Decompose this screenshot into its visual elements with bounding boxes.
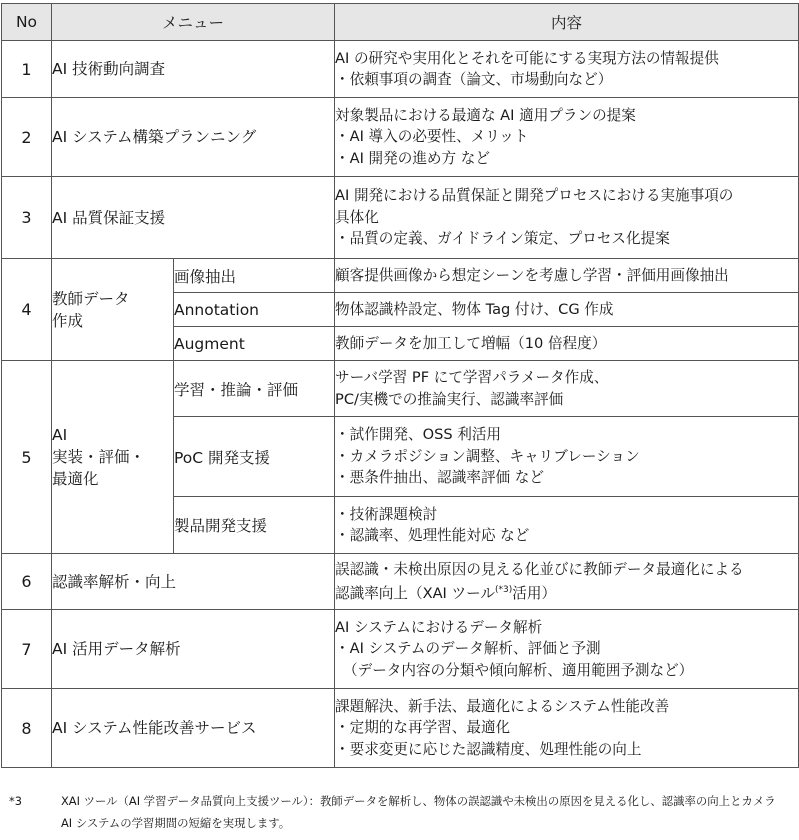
footnote-line: XAI ツール（AI 学習データ品質向上支援ツール）：教師データを解析し、物体の誤認識や未検出の原因を見える化し、認識率の向上とカメラ — [61, 794, 776, 808]
content-line: 具体化 — [335, 208, 379, 226]
content-line: ・認識率、処理性能対応 など — [335, 527, 530, 544]
content-text: 活用） — [512, 585, 557, 602]
submenu-cell: PoC 開発支援 — [174, 417, 335, 497]
content-cell — [335, 610, 799, 689]
content-line: 課題解決、新手法、最適化によるシステム性能改善 — [335, 697, 670, 715]
content-line: ・品質の定義、ガイドライン策定、プロセス化提案 — [335, 230, 670, 248]
menu-line: AI — [52, 426, 68, 444]
header-menu: メニュー — [52, 4, 335, 41]
row-number: 6 — [2, 554, 52, 610]
row-number: 8 — [2, 689, 52, 768]
content-cell — [335, 259, 799, 293]
content-line: ・依頼事項の調査（論文、市場動向など） — [335, 71, 613, 88]
submenu-cell: Annotation — [174, 293, 335, 327]
menu-cell: AI 品質保証支援 — [52, 177, 335, 259]
table-row — [2, 689, 799, 768]
content-line: ・要求変更に応じた認識精度、処理性能の向上 — [335, 740, 642, 758]
menu-cell: 認識率解析・向上 — [52, 554, 335, 610]
row-number: 3 — [2, 177, 52, 259]
content-cell — [335, 689, 799, 768]
menu-cell — [52, 361, 174, 554]
row-number: 5 — [2, 361, 52, 554]
content-line: ・試作開発、OSS 利活用 — [335, 426, 502, 444]
content-line: ・定期的な再学習、最適化 — [335, 719, 511, 737]
table-row — [2, 554, 799, 610]
submenu-cell: 画像抽出 — [174, 259, 335, 293]
table-row — [2, 177, 799, 259]
content-line: 教師データを加工して増幅（10 倍程度） — [335, 334, 607, 352]
content-line: AI 開発における品質保証と開発プロセスにおける実施事項の — [335, 187, 734, 205]
content-line: ・技術課題検討 — [335, 505, 438, 523]
content-line: ・AI 開発の進め方 など — [335, 149, 490, 167]
content-line: 誤認識・未検出原因の見える化並びに教師データ最適化による — [335, 560, 744, 578]
content-line: 物体認識枠設定、物体 Tag 付け、CG 作成 — [335, 300, 614, 318]
table-row — [2, 98, 799, 177]
content-line — [335, 580, 798, 604]
row-number: 2 — [2, 98, 52, 177]
content-line: AI の研究や実用化とそれを可能にする実現方法の情報提供 — [335, 49, 719, 67]
row-number: 4 — [2, 259, 52, 361]
content-cell — [335, 41, 799, 98]
table-row — [2, 41, 799, 98]
table-row — [2, 361, 799, 417]
service-menu-table — [1, 3, 799, 768]
header-content: 内容 — [335, 4, 799, 41]
content-cell — [335, 327, 799, 361]
row-number: 7 — [2, 610, 52, 689]
menu-line: 最適化 — [52, 470, 99, 488]
content-cell — [335, 554, 799, 610]
menu-line: 教師データ — [52, 289, 130, 308]
table-header-row — [2, 4, 799, 41]
submenu-cell: 製品開発支援 — [174, 497, 335, 554]
submenu-cell: 学習・推論・評価 — [174, 361, 335, 417]
menu-cell — [52, 259, 174, 361]
content-line: 対象製品における最適な AI 適用プランの提案 — [335, 106, 636, 124]
content-line: 顧客提供画像から想定シーンを考慮し学習・評価用画像抽出 — [335, 266, 729, 284]
content-line: ・カメラポジション調整、キャリブレーション — [335, 447, 640, 465]
menu-line: 作成 — [52, 311, 84, 330]
content-cell — [335, 293, 799, 327]
content-cell — [335, 417, 799, 497]
menu-cell: AI 活用データ解析 — [52, 610, 335, 689]
content-line: サーバ学習 PF にて学習パラメータ作成、 — [335, 369, 609, 387]
menu-cell: AI システム性能改善サービス — [52, 689, 335, 768]
content-text: 認識率向上（XAI ツール — [335, 585, 495, 602]
footnote-mark: *3 — [9, 794, 22, 808]
content-cell — [335, 98, 799, 177]
menu-cell: AI 技術動向調査 — [52, 41, 335, 98]
content-cell — [335, 177, 799, 259]
content-line: （データ内容の分類や傾向解析、適用範囲予測など） — [343, 661, 694, 679]
content-line: ・AI 導入の必要性、メリット — [335, 128, 529, 146]
content-cell — [335, 497, 799, 554]
footnote-ref: (*3) — [495, 585, 513, 595]
content-cell — [335, 361, 799, 417]
footnote-line: AI システムの学習期間の短縮を実現します。 — [61, 816, 291, 830]
submenu-cell: Augment — [174, 327, 335, 361]
menu-cell: AI システム構築プランニング — [52, 98, 335, 177]
menu-line: 実装・評価・ — [52, 448, 146, 466]
footnote — [9, 790, 776, 834]
content-line: AI システムにおけるデータ解析 — [335, 618, 543, 636]
content-line: ・悪条件抽出、認識率評価 など — [335, 469, 544, 487]
content-line: PC/実機での推論実行、認識率評価 — [335, 390, 564, 408]
row-number: 1 — [2, 41, 52, 98]
table-row — [2, 259, 799, 293]
table-row — [2, 610, 799, 689]
header-no: No — [2, 4, 52, 41]
content-line: ・AI システムのデータ解析、評価と予測 — [335, 640, 601, 658]
